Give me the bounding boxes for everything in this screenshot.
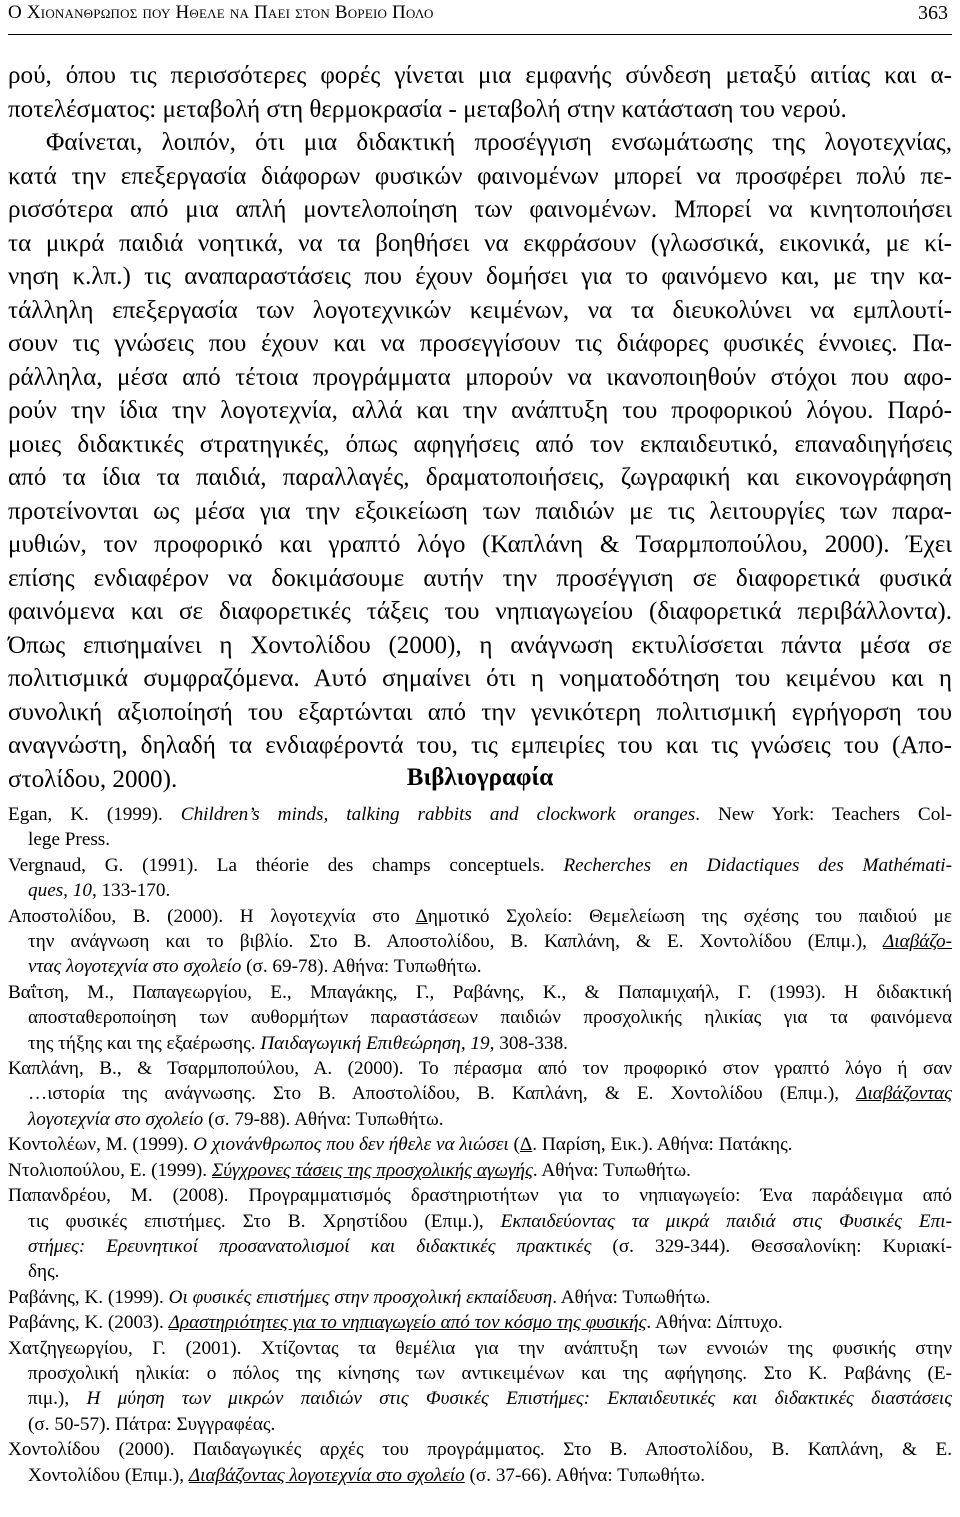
reference-item: Αποστολίδου, Β. (2000). Η λογοτεχνία στο Δημοτικό Σχολείο: Θεμελείωση της σχέσης του παιδιού με την ανάγνωση και το βιβλίο. Στο Β. Αποστολίδου, Β. Καπλάνη, & Ε. Χοντολίδου (Επιμ.), Διαβάζο- ντας λογοτεχνία στο σχολείο (σ. 69-78). Αθήνα: Τυπωθήτω.	[8, 905, 952, 978]
body-line: μοιες διδακτικές στρατηγικές, όπως αφηγήσεις από τον εκπαιδευτικό, επαναδιηγήσεις	[8, 430, 952, 458]
reference-item: Κοντολέων, Μ. (1999). Ο χιονάνθρωπος που δεν ήθελε να λιώσει (Δ. Παρίση, Εικ.). Αθήνα: Πατάκης.	[8, 1134, 793, 1156]
reference-item: Βαΐτση, Μ., Παπαγεωργίου, Ε., Μπαγάκης, Γ., Ραβάνης, Κ., & Παπαμιχαήλ, Γ. (1993). Η διδακτική αποσταθεροποίηση των αυθορμήτων παραστάσεων παιδιών προσχολικής ηλικίας για τα φαινόμενα της τήξης και της εξαέρωσης. Παιδαγωγική Επιθεώρηση, 19, 308-338.	[8, 981, 952, 1054]
body-line: σουν τις γνώσεις που έχουν και να προσεγγίσουν τις διάφορες φυσικές έννοιες. Πα-	[8, 330, 952, 357]
reference-item: Χοντολίδου (2000). Παιδαγωγικές αρχές του προγράμματος. Στο Β. Αποστολίδου, Β. Καπλάνη, & Ε. Χοντολίδου (Επιμ.), Διαβάζοντας λογοτεχνία στο σχολείο (σ. 37-66). Αθήνα: Τυπωθήτω.	[8, 1439, 952, 1486]
reference-item: Egan, K. (1999). Children’s minds, talking rabbits and clockwork oranges. New York: Teachers Col- lege Press.	[8, 804, 953, 851]
body-line: νηση κ.λπ.) τις αναπαραστάσεις που έχουν δομήσει για το φαινόμενο και, με την κα-	[8, 263, 952, 290]
body-line: μυθιών, τον προφορικό και γραπτό λόγο (Καπλάνη & Τσαρμποπούλου, 2000). Έχει	[8, 531, 952, 558]
page-number: 363	[918, 2, 948, 24]
running-title: Ο Χιονανθρωπος που Ηθελε να Παει στον Βορειο Πολο	[8, 2, 434, 23]
body-line: ρού, όπου τις περισσότερες φορές γίνεται μια εμφανής σύνδεση μεταξύ αιτίας και α-	[8, 62, 952, 89]
body-line: Όπως επισημαίνει η Χοντολίδου (2000), η ανάγνωση εκτυλίσσεται πάντα μέσα σε	[8, 631, 952, 659]
reference-item: Ραβάνης, Κ. (1999). Οι φυσικές επιστήμες στην προσχολική εκπαίδευση. Αθήνα: Τυπωθήτω.	[8, 1286, 711, 1308]
reference-item: Ντολιοπούλου, Ε. (1999). Σύγχρονες τάσεις της προσχολικής αγωγής. Αθήνα: Τυπωθήτω.	[8, 1159, 691, 1181]
body-line: ρισσότερα από μια απλή μοντελοποίηση των φαινομένων. Μπορεί να κινητοποιήσει	[8, 196, 952, 223]
body-line: πολιτισμικά συμφραζόμενα. Αυτό σημαίνει ότι η νοηματοδότηση του κειμένου και η	[8, 665, 952, 692]
body-text	[8, 59, 952, 796]
body-line: κατά την επεξεργασία διάφορων φυσικών φαινομένων μπορεί να προσφέρει πολύ πε-	[8, 162, 952, 190]
header-rule	[8, 34, 952, 35]
body-line: συνολική αξιοποίησή του εξαρτώνται από την γενικότερη πολιτισμική εγρήγορση του	[8, 698, 952, 726]
body-line: ρούν την ίδια την λογοτεχνία, αλλά και την ανάπτυξη του προφορικού λόγου. Παρό-	[8, 397, 952, 424]
reference-item: Vergnaud, G. (1991). La théorie des champs conceptuels. Recherches en Didactiques des Mathémati- ques, 10, 133-170.	[8, 854, 952, 902]
body-line: τάλληλη επεξεργασία των λογοτεχνικών κειμένων, να τα διευκολύνει να εμπλουτί-	[8, 296, 952, 324]
body-line: Φαίνεται, λοιπόν, ότι μια διδακτική προσέγγιση ενσωμάτωσης της λογοτεχνίας,	[46, 129, 952, 156]
page-header	[8, 0, 952, 30]
reference-list	[8, 802, 952, 1488]
reference-item: Καπλάνη, Β., & Τσαρμποπούλου, Α. (2000). Το πέρασμα από τον προφορικό στον γραπτό λόγο ή σαν …ιστορία της ανάγνωσης. Στο Β. Αποστολίδου, Β. Καπλάνη, & Ε. Χοντολίδου (Επιμ.), Διαβάζοντας λογοτεχνία στο σχολείο (σ. 79-88). Αθήνα: Τυπωθήτω.	[8, 1058, 952, 1130]
section-title: Βιβλιογραφία	[406, 764, 554, 791]
body-line: στολίδου, 2000).	[8, 765, 178, 793]
body-line: τα μικρά παιδιά νοητικά, να τα βοηθήσει να εκφράσουν (γλωσσικά, εικονικά, με κί-	[8, 229, 952, 257]
reference-item: Παπανδρέου, Μ. (2008). Προγραμματισμός δραστηριοτήτων για το νηπιαγωγείο: Ένα παράδειγμα από τις φυσικές επιστήμες. Στο Β. Χρηστίδου (Επιμ.), Εκπαιδεύοντας τα μικρά παιδιά στις Φυσικές Επι- στήμες: Ερευνητικοί προσανατολισμοί και διδακτικές πρακτικές (σ. 329-344). Θεσσαλονίκη: Κυριακί- δης.	[8, 1185, 952, 1283]
body-line: επίσης ενδιαφέρον να δοκιμάσουμε αυτήν την προσέγγιση σε διαφορετικά φυσικά	[8, 564, 952, 592]
body-line: αναγνώστη, δηλαδή τα ενδιαφέροντά του, τις εμπειρίες του και τις γνώσεις του (Απο-	[8, 732, 952, 759]
body-line: φαινόμενα και σε διαφορετικές τάξεις του νηπιαγωγείου (διαφορετικά περιβάλλοντα).	[8, 598, 952, 625]
body-line: από τα ίδια τα παιδιά, παραλλαγές, δραματοποιήσεις, ζωγραφική και εικονογράφηση	[8, 464, 952, 491]
reference-item: Ραβάνης, Κ. (2003). Δραστηριότητες για το νηπιαγωγείο από τον κόσμο της φυσικής. Αθήνα: Δίπτυχο.	[8, 1312, 783, 1334]
reference-item: Χατζηγεωργίου, Γ. (2001). Χτίζοντας τα θεμέλια για την ανάπτυξη των εννοιών της φυσικής στην προσχολική ηλικία: ο πόλος της κίνησης των αντικειμένων και της αφήγησης. Στο Κ. Ραβάνης (Ε- πιμ.), Η μύηση των μικρών παιδιών στις Φυσικές Επιστήμες: Εκπαιδευτικές και διδακτικές διαστάσεις (σ. 50-57). Πάτρα: Συγγραφέας.	[8, 1337, 952, 1435]
body-line: προτείνονται ως μέσα για την εξοικείωση των παιδιών με τις λειτουργίες των παρα-	[8, 497, 952, 525]
body-line: ποτελέσματος: μεταβολή στη θερμοκρασία - μεταβολή στην κατάσταση του νερού.	[8, 95, 847, 123]
body-line: ράλληλα, μέσα από τέτοια προγράμματα μπορούν να ικανοποιηθούν στόχοι που αφο-	[8, 363, 952, 391]
